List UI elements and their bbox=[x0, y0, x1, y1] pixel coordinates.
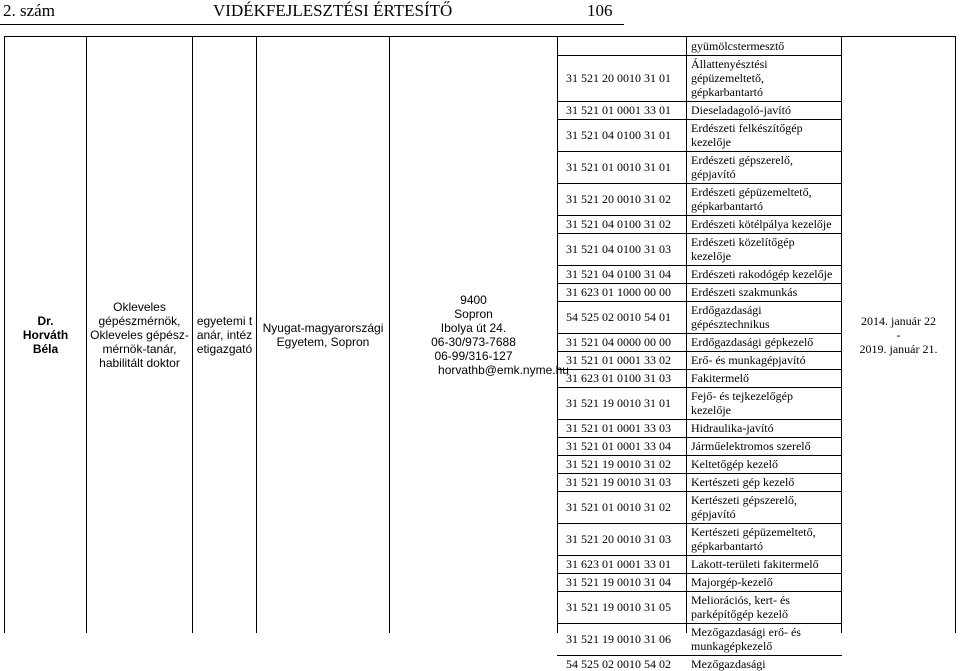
qualification-code: 31 521 19 0010 31 01 bbox=[566, 396, 671, 410]
qualification-name: gépésztechnikus bbox=[691, 317, 770, 331]
qualification-name: Kertészeti gépüzemeltető, bbox=[691, 525, 816, 539]
workplace-cell bbox=[257, 37, 389, 633]
row-divider bbox=[557, 455, 842, 456]
qualification-name: Fejő- és tejkezelőgép bbox=[691, 389, 793, 403]
qualification-name: munkagépkezelő bbox=[691, 639, 773, 653]
row-divider bbox=[557, 215, 842, 216]
row-divider bbox=[557, 55, 842, 56]
person-qualification: Okleveles gépészmérnök, Okleveles gépész-mérnök-tanár, habilitált doktor bbox=[90, 300, 189, 370]
row-divider bbox=[557, 387, 842, 388]
person-name-cell bbox=[5, 37, 86, 633]
qualification-code: 54 525 02 0010 54 02 bbox=[566, 657, 671, 671]
qualification-code: 31 521 20 0010 31 02 bbox=[566, 192, 671, 206]
row-divider bbox=[557, 351, 842, 352]
qualification-name: Erdőgazdasági gépkezelő bbox=[691, 335, 814, 349]
row-divider bbox=[557, 491, 842, 492]
row-divider bbox=[557, 101, 842, 102]
qualification-name: kezelője bbox=[691, 249, 731, 263]
qualification-name: Erdészeti gépüzemeltető, bbox=[691, 185, 812, 199]
position-cell bbox=[193, 37, 256, 633]
page-header bbox=[0, 0, 960, 28]
qualification-name: gépkarbantartó bbox=[691, 539, 763, 553]
row-divider bbox=[557, 283, 842, 284]
qualification-code: 54 525 02 0010 54 01 bbox=[566, 310, 671, 324]
qualification-name: Kertészeti gép kezelő bbox=[691, 475, 795, 489]
contact-city: Sopron bbox=[454, 307, 493, 321]
qualification-name: Erdészeti közelítőgép bbox=[691, 235, 795, 249]
validity-cell bbox=[842, 37, 955, 633]
row-divider bbox=[557, 301, 842, 302]
qualification-code: 31 521 20 0010 31 01 bbox=[566, 71, 671, 85]
validity-from: 2014. január 22 bbox=[861, 314, 936, 328]
column-divider bbox=[557, 36, 558, 633]
row-divider bbox=[557, 183, 842, 184]
qualification-name: gyümölcstermesztő bbox=[691, 39, 785, 53]
qualification-code: 31 521 04 0100 31 04 bbox=[566, 267, 671, 281]
qualification-code: 31 521 04 0000 00 00 bbox=[566, 335, 671, 349]
row-divider bbox=[557, 473, 842, 474]
qualification-name: Meliorációs, kert- és bbox=[691, 593, 790, 607]
qualification-code: 31 623 01 1000 00 00 bbox=[566, 285, 671, 299]
row-divider bbox=[557, 151, 842, 152]
qualification-name: Dieseladagoló-javító bbox=[691, 103, 791, 117]
qualification-name: Erdőgazdasági bbox=[691, 303, 762, 317]
qualification-name: Járműelektromos szerelő bbox=[691, 439, 811, 453]
qualification-name: Erő- és munkagépjavító bbox=[691, 353, 806, 367]
row-divider bbox=[557, 419, 842, 420]
contact-email[interactable]: horvathb@emk.nyme.hu bbox=[438, 363, 569, 377]
row-divider bbox=[557, 523, 842, 524]
row-divider bbox=[557, 623, 842, 624]
qualification-name: kezelője bbox=[691, 403, 731, 417]
qualification-name: Erdészeti szakmunkás bbox=[691, 285, 798, 299]
qualification-code: 31 521 19 0010 31 03 bbox=[566, 475, 671, 489]
qualification-name: gépkarbantartó bbox=[691, 85, 763, 99]
qualification-cell bbox=[87, 37, 192, 633]
qualification-name: kezelője bbox=[691, 135, 731, 149]
qualification-code: 31 521 01 0001 33 02 bbox=[566, 353, 671, 367]
table-border-right bbox=[955, 36, 956, 633]
row-divider bbox=[557, 437, 842, 438]
qualification-code: 31 521 19 0010 31 04 bbox=[566, 575, 671, 589]
qualification-code: 31 521 04 0100 31 02 bbox=[566, 217, 671, 231]
qualification-name: Erdészeti kötélpálya kezelője bbox=[691, 217, 832, 231]
qualification-code: 31 623 01 0001 33 01 bbox=[566, 557, 671, 571]
qualification-name: Erdészeti rakodógép kezelője bbox=[691, 267, 833, 281]
contact-postcode: 9400 bbox=[460, 293, 487, 307]
qualification-name: gépjavító bbox=[691, 167, 736, 181]
qualification-name: gépjavító bbox=[691, 507, 736, 521]
row-divider bbox=[557, 591, 842, 592]
row-divider bbox=[557, 265, 842, 266]
person-position: egyetemi tanár, intézetigazgató bbox=[196, 314, 253, 356]
qualification-code: 31 521 19 0010 31 05 bbox=[566, 600, 671, 614]
row-divider bbox=[557, 233, 842, 234]
qualification-code: 31 521 01 0010 31 01 bbox=[566, 160, 671, 174]
qualification-code: 31 521 20 0010 31 03 bbox=[566, 532, 671, 546]
contact-cell bbox=[390, 37, 569, 633]
person-workplace: Nyugat-magyarországi Egyetem, Sopron bbox=[262, 321, 384, 349]
row-divider bbox=[557, 333, 842, 334]
qualification-code: 31 521 01 0001 33 03 bbox=[566, 421, 671, 435]
qualification-name: Hidraulika-javító bbox=[691, 421, 774, 435]
row-divider bbox=[557, 573, 842, 574]
qualification-code: 31 521 01 0010 31 02 bbox=[566, 500, 671, 514]
qualification-name: Majorgép-kezelő bbox=[691, 575, 773, 589]
row-divider bbox=[557, 655, 842, 656]
contact-fax: 06-99/316-127 bbox=[434, 349, 513, 363]
qualification-name: Mezőgazdasági bbox=[691, 657, 766, 671]
person-name: Dr. Horváth Béla bbox=[22, 314, 69, 356]
qualification-name: gépüzemeltető, bbox=[691, 71, 764, 85]
publication-title: VIDÉKFEJLESZTÉSI ÉRTESÍTŐ bbox=[213, 1, 453, 20]
page-number: 106 bbox=[587, 1, 613, 20]
qualification-name: gépkarbantartó bbox=[691, 199, 763, 213]
row-divider bbox=[557, 119, 842, 120]
validity-dash: - bbox=[896, 328, 901, 342]
qualification-code: 31 521 19 0010 31 06 bbox=[566, 632, 671, 646]
qualification-code: 31 521 01 0001 33 04 bbox=[566, 439, 671, 453]
row-divider bbox=[557, 555, 842, 556]
qualification-name: Állattenyésztési bbox=[691, 57, 768, 71]
header-rule bbox=[0, 24, 624, 25]
qualification-code: 31 521 19 0010 31 02 bbox=[566, 457, 671, 471]
qualification-code: 31 521 01 0001 33 01 bbox=[566, 103, 671, 117]
qualification-name: Mezőgazdasági erő- és bbox=[691, 625, 801, 639]
validity-to: 2019. január 21. bbox=[859, 342, 938, 356]
column-divider bbox=[686, 36, 687, 633]
row-divider bbox=[557, 369, 842, 370]
qualification-code: 31 521 04 0100 31 03 bbox=[566, 242, 671, 256]
qualification-name: Fakitermelő bbox=[691, 371, 749, 385]
qualification-name: Erdészeti felkészítőgép bbox=[691, 121, 803, 135]
qualification-code: 31 521 04 0100 31 01 bbox=[566, 128, 671, 142]
qualification-name: Lakott-területi fakitermelő bbox=[691, 557, 819, 571]
qualification-name: parképítőgép kezelő bbox=[691, 607, 788, 621]
qualification-name: Kertészeti gépszerelő, bbox=[691, 493, 797, 507]
contact-address: Ibolya út 24. bbox=[440, 321, 507, 335]
issue-number: 2. szám bbox=[3, 1, 55, 20]
qualification-name: Keltetőgép kezelő bbox=[691, 457, 778, 471]
qualification-name: Erdészeti gépszerelő, bbox=[691, 153, 793, 167]
contact-phone: 06-30/973-7688 bbox=[431, 335, 516, 349]
qualification-code: 31 623 01 0100 31 03 bbox=[566, 371, 671, 385]
